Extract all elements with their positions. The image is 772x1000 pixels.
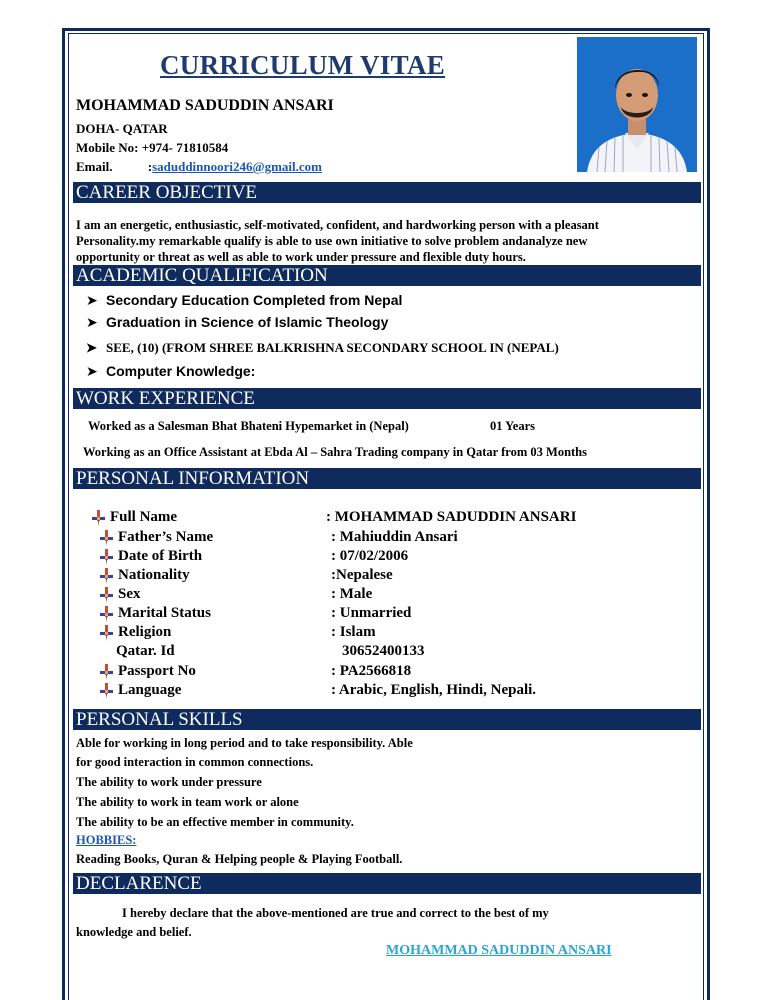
career-line: opportunity or threat as well as able to work under pressure and flexible duty hours.	[76, 250, 526, 264]
work-duration: 01 Years	[490, 419, 536, 433]
personal-info-label: Passport No	[118, 663, 196, 679]
pushpin-icon	[98, 568, 114, 589]
email-line	[76, 159, 322, 175]
profile-photo	[577, 37, 697, 172]
personal-info-label: Date of Birth	[118, 548, 203, 564]
personal-info-value: : Arabic, English, Hindi, Nepali.	[331, 682, 537, 698]
academic-item: ➤ Graduation in Science of Islamic Theology	[86, 314, 389, 330]
section-personal-skills: PERSONAL SKILLS	[73, 709, 701, 730]
pushpin-icon	[90, 510, 106, 531]
skill-line: The ability to work under pressure	[76, 775, 262, 789]
work-item: Working as an Office Assistant at Ebda Al – Sahra Trading company in Qatar from 03 Months	[83, 445, 587, 459]
career-line: Personality.my remarkable qualify is able to use own initiative to solve problem andanalyze new	[76, 234, 588, 248]
academic-item: ➤ Computer Knowledge:	[86, 363, 256, 379]
skill-line: for good interaction in common connections.	[76, 755, 314, 769]
skill-line: The ability to work in team work or alone	[76, 795, 299, 809]
email-separator: :	[147, 159, 153, 174]
pushpin-icon	[98, 587, 114, 608]
declaration-line: I hereby declare that the above-mentioned are true and correct to the best of my	[122, 906, 549, 920]
work-item: Worked as a Salesman Bhat Bhateni Hypemarket in (Nepal)	[88, 419, 409, 433]
academic-item: ➤ Secondary Education Completed from Nepal	[86, 292, 403, 308]
signature-name: MOHAMMAD SADUDDIN ANSARI	[386, 943, 612, 958]
arrow-bullet-icon: ➤	[86, 314, 98, 330]
pushpin-icon	[98, 683, 114, 704]
personal-info-value: : Islam	[331, 624, 376, 640]
personal-info-value: 30652400133	[342, 643, 425, 659]
document-title: CURRICULUM VITAE	[160, 50, 446, 80]
section-career-objective: CAREER OBJECTIVE	[73, 182, 701, 203]
personal-info-value: : MOHAMMAD SADUDDIN ANSARI	[326, 509, 577, 525]
career-objective-text	[76, 217, 686, 265]
personal-info-label: Nationality	[118, 567, 190, 583]
personal-info-value: : Mahiuddin Ansari	[331, 529, 458, 545]
email-link[interactable]: saduddinnoori246@gmail.com	[152, 159, 323, 174]
location: DOHA- QATAR	[76, 121, 168, 136]
hobbies-text: Reading Books, Quran & Helping people & Playing Football.	[76, 852, 403, 866]
pushpin-icon	[98, 549, 114, 570]
skill-line: The ability to be an effective member in community.	[76, 815, 354, 829]
personal-info-label: Father’s Name	[118, 529, 214, 545]
personal-info-label: Language	[118, 682, 182, 698]
arrow-bullet-icon: ➤	[86, 292, 98, 308]
personal-info-label: Marital Status	[118, 605, 211, 621]
section-academic-qualification: ACADEMIC QUALIFICATION	[73, 265, 701, 286]
pushpin-icon	[98, 530, 114, 551]
personal-info-value: : PA2566818	[331, 663, 412, 679]
arrow-bullet-icon: ➤	[86, 340, 97, 355]
section-declaration: DECLARENCE	[73, 873, 701, 894]
personal-info-label: Sex	[118, 586, 141, 602]
personal-info-label: Full Name	[110, 509, 178, 525]
personal-info-value: : 07/02/2006	[331, 548, 409, 564]
career-line: I am an energetic, enthusiastic, self-motivated, confident, and hardworking person with a pleasant	[76, 218, 599, 232]
section-personal-information: PERSONAL INFORMATION	[73, 468, 701, 489]
academic-item: ➤ SEE, (10) (FROM SHREE BALKRISHNA SECONDARY SCHOOL IN (NEPAL)	[86, 340, 559, 355]
personal-info-label: Qatar. Id	[116, 643, 175, 659]
hobbies-label: HOBBIES:	[76, 833, 137, 847]
personal-info-value: : Unmarried	[331, 605, 412, 621]
personal-info-value: : Male	[331, 586, 373, 602]
candidate-name: MOHAMMAD SADUDDIN ANSARI	[76, 97, 334, 114]
personal-info-value: :Nepalese	[331, 567, 393, 583]
arrow-bullet-icon: ➤	[86, 363, 98, 379]
skill-line: Able for working in long period and to take responsibility. Able	[76, 736, 413, 750]
declaration-line: knowledge and belief.	[76, 925, 192, 939]
pushpin-icon	[98, 625, 114, 646]
pushpin-icon	[98, 606, 114, 627]
mobile-number: Mobile No: +974- 71810584	[76, 140, 229, 155]
personal-info-label: Religion	[118, 624, 172, 640]
section-work-experience: WORK EXPERIENCE	[73, 388, 701, 409]
email-label: Email.	[76, 159, 113, 174]
pushpin-icon	[98, 664, 114, 685]
